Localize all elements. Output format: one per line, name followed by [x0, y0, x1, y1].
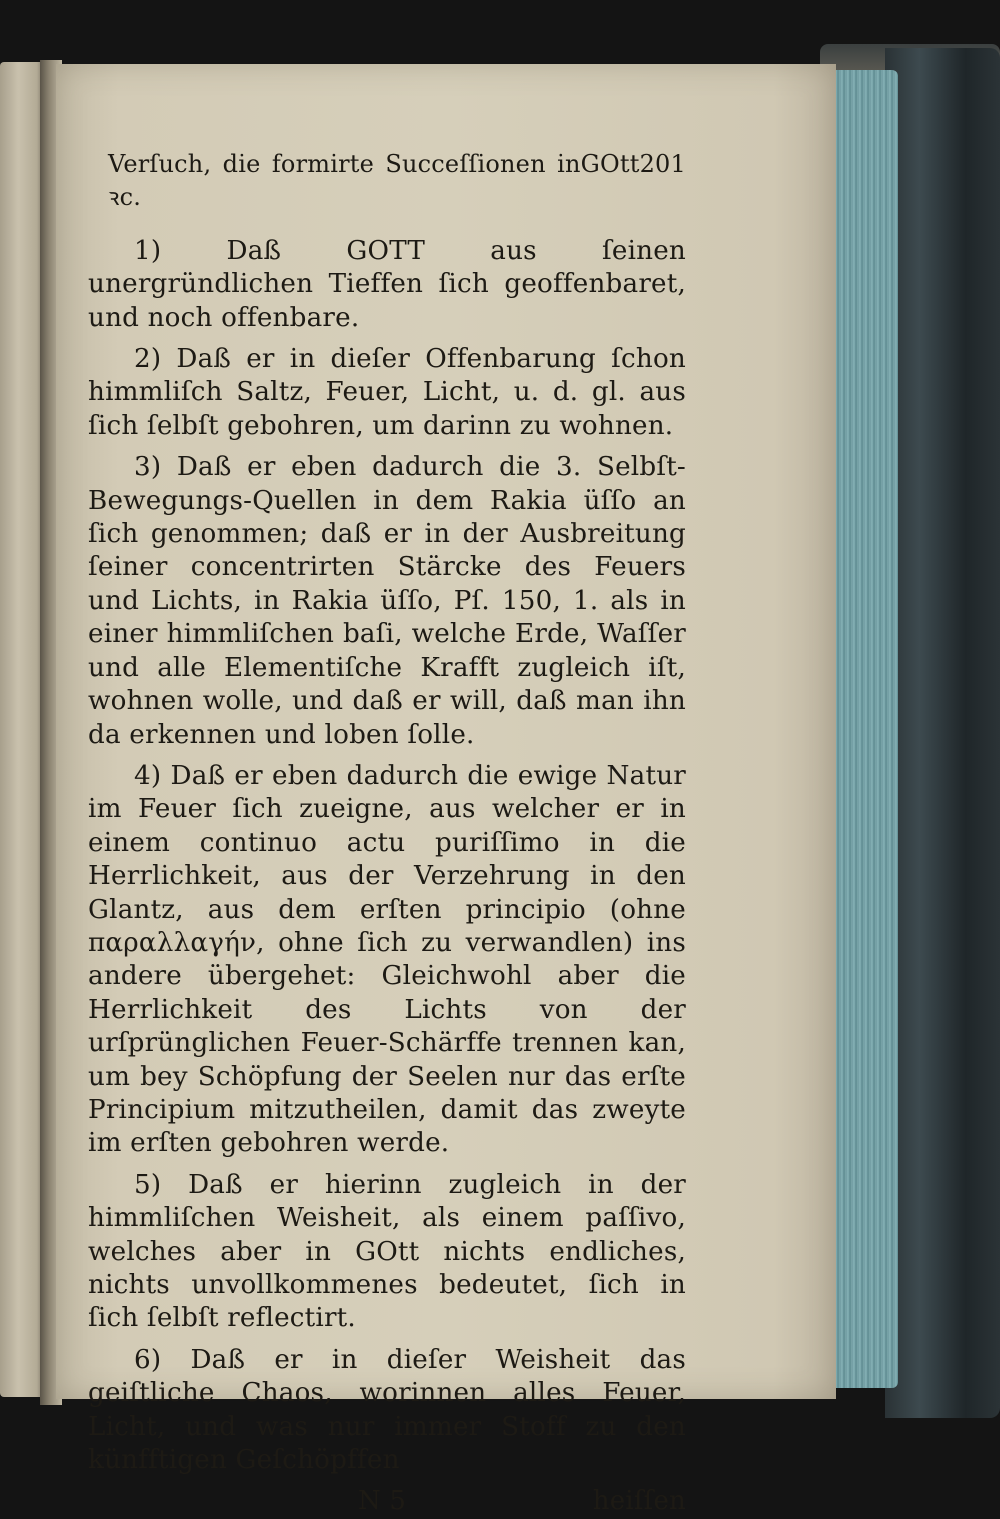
page-footer: [88, 1485, 686, 1519]
running-head: [88, 148, 686, 215]
paragraph-4: 4) Daß er eben dadurch die ewige Natur im Feuer ſich zueigne, aus welcher er in einem continuo actu puriſſimo in die Herrlichkeit, aus der Verzehrung in den Glantz, aus dem erſten principio (ohne παραλλαγήν, ohne ſich zu verwandlen) ins andere übergehet: Gleichwohl aber die Herrlichkeit des Lichts von der urſprünglichen Feuer-Schärffe trennen kan, um bey Schöpfung der Seelen nur das erſte Principium mitzutheilen, damit das zweyte im erſten gebohren werde.: [88, 760, 686, 1159]
running-head-title: Verſuch, die formirte Succeſſionen inGOtt ꝛc.: [108, 150, 640, 212]
paragraph-2: 2) Daß er in dieſer Offenbarung ſchon himmliſch Saltz, Feuer, Licht, u. d. gl. aus ſich ſelbſt gebohren, um darinn zu wohnen.: [88, 344, 686, 441]
page-text: [88, 148, 686, 1519]
page-edges: [828, 70, 898, 1388]
paragraph-1: 1) Daß GOTT aus ſeinen unergründlichen Tieffen ſich geoffenbaret, und noch offenbare.: [88, 235, 686, 333]
book-cover: [885, 48, 1000, 1418]
catchword: heiſſen: [592, 1486, 686, 1517]
page-number: 201: [639, 150, 686, 178]
paragraph-3: 3) Daß er eben dadurch die 3. Selbſt-Bewegungs-Quellen in dem Rakia üſſo an ſich genommen; daß er in der Ausbreitung ſeiner concentrirten Stärcke des Feuers und Lichts, in Rakia üſſo, Pſ. 150, 1. als in einer himmliſchen baſi, welche Erde, Waſſer und alle Elementiſche Krafft zugleich iſt, wohnen wolle, und daß er will, daß man ihn da erkennen und loben ſolle.: [88, 452, 686, 750]
paragraph-5: 5) Daß er hierinn zugleich in der himmliſchen Weisheit, als einem paſſivo, welches aber in GOtt nichts endliches, nichts unvollkommenes bedeutet, ſich in ſich ſelbſt reflectirt.: [88, 1169, 686, 1334]
signature-mark: N 5: [358, 1486, 407, 1517]
paragraph-6: 6) Daß er in dieſer Weisheit das geiſtliche Chaos, worinnen alles Feuer, Licht, und was nur immer Stoff zu den künfftigen Geſchöpffen: [88, 1344, 686, 1476]
